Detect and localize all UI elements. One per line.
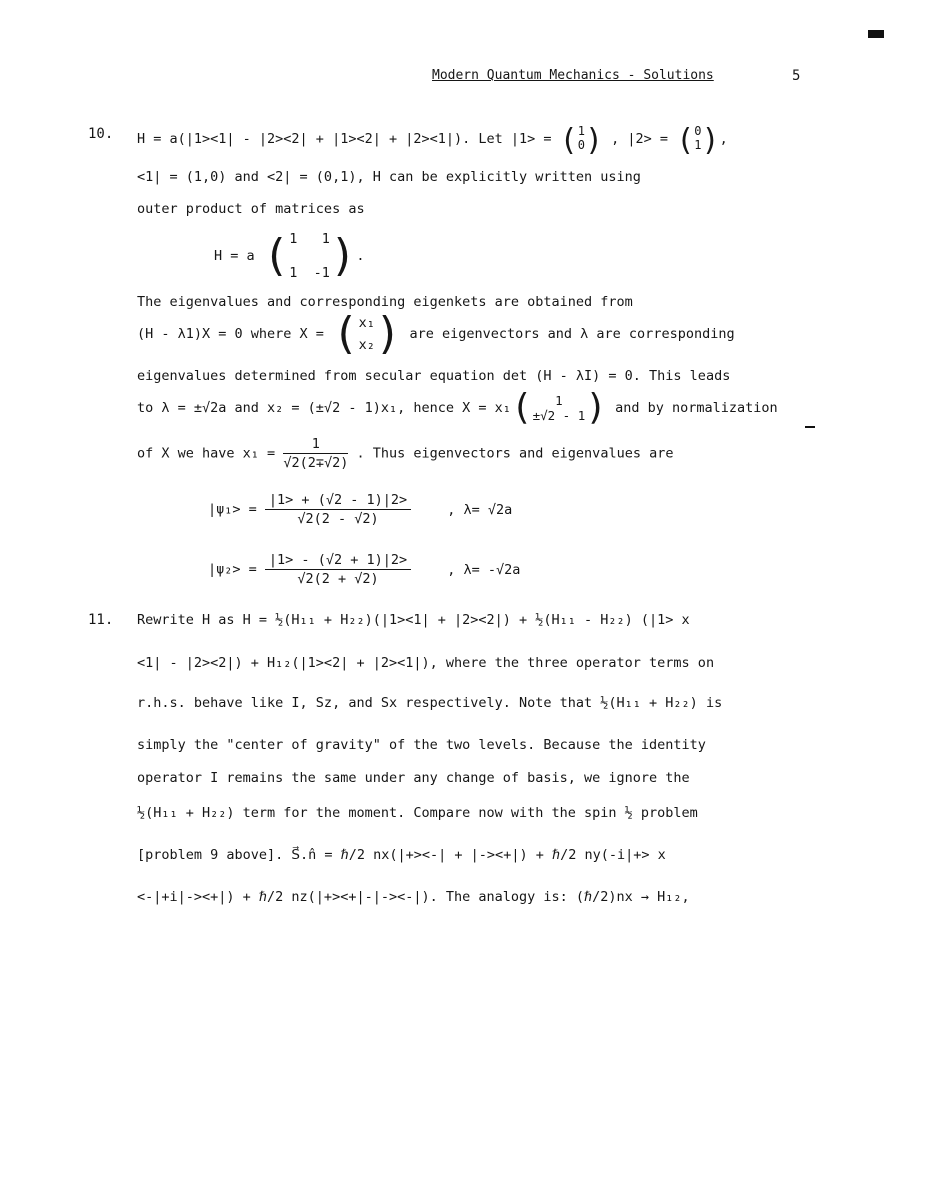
ket2-bottom: 1 — [694, 138, 702, 152]
psi2-numerator: |1> - (√2 + 1)|2> — [265, 552, 411, 570]
problem-10-line-3: outer product of matrices as — [137, 201, 365, 217]
psi2-denominator: √2(2 + √2) — [297, 571, 379, 587]
psi2-eigenvalue: , λ= -√2a — [447, 561, 521, 578]
problem-10-number: 10. — [88, 126, 114, 142]
running-title: Modern Quantum Mechanics - Solutions — [432, 68, 714, 83]
vector-x2: x₂ — [358, 337, 375, 353]
problem-10-line-4: The eigenvalues and corresponding eigenkets are obtained from — [137, 294, 633, 310]
psi1-eigenvalue: , λ= √2a — [447, 501, 513, 518]
problem-10-line-5: (H - λ1)X = 0 where X = ( x₁ x₂ ) are eigenvectors and λ are corresponding — [137, 308, 735, 359]
psi2-lhs: |ψ₂> = — [208, 561, 257, 578]
problem-11-line-5: operator I remains the same under any change of basis, we ignore the — [137, 770, 690, 786]
problem-10-line-7: to λ = ±√2a and x₂ = (±√2 - 1)x₁, hence X = x₁( 1 ±√2 - 1 ) and by normalization — [137, 387, 778, 428]
line7-vector-bottom: ±√2 - 1 — [532, 408, 586, 423]
problem-11-line-7: [problem 9 above]. S⃗.n̂ = ℏ/2 nx(|+><-| + |-><+|) + ℏ/2 ny(-i|+> x — [137, 847, 666, 863]
ket2-top: 0 — [694, 124, 702, 138]
page-number: 5 — [792, 68, 801, 84]
matrix-lhs: H = a — [214, 248, 255, 264]
problem-11-line-8: <-|+i|-><+|) + ℏ/2 nz(|+><+|-|-><-|). The analogy is: (ℏ/2)nx → H₁₂, — [137, 889, 690, 905]
hamiltonian-matrix: H = a ( 1 1 1 -1 ). — [214, 222, 365, 290]
problem-11-line-2: <1| - |2><2|) + H₁₂(|1><2| + |2><1|), where the three operator terms on — [137, 655, 715, 671]
p10-line7-text-a: to λ = ±√2a and x₂ = (±√2 - 1)x₁, hence X = x₁ — [137, 400, 511, 416]
line7-vector-top: 1 — [555, 393, 563, 408]
ket1-bottom: 0 — [577, 138, 585, 152]
p10-line5-text-a: (H - λ1)X = 0 where X = — [137, 326, 324, 342]
scan-mark-right — [805, 426, 815, 428]
p10-line5-text-b: are eigenvectors and λ are corresponding — [409, 326, 735, 342]
ket1-top: 1 — [577, 124, 585, 138]
matrix-row-2: 1 -1 — [289, 265, 330, 281]
vector-x1: x₁ — [358, 315, 375, 331]
matrix-row-1: 1 1 — [289, 231, 330, 247]
x1-fraction-numerator: 1 — [283, 436, 348, 454]
problem-11-line-4: simply the "center of gravity" of the two levels. Because the identity — [137, 737, 706, 753]
psi1-numerator: |1> + (√2 - 1)|2> — [265, 492, 411, 510]
problem-10-line-1: H = a(|1><1| - |2><2| + |1><2| + |2><1|). Let |1> = ( 1 0 ) , |2> = ( 0 1 ), — [137, 123, 728, 158]
matrix-end: . — [356, 248, 365, 264]
p10-line1-text-b: , |2> = — [611, 131, 669, 147]
problem-10-line-2: <1| = (1,0) and <2| = (0,1), H can be explicitly written using — [137, 169, 641, 185]
p10-line8-text-a: of X we have x₁ = — [137, 445, 276, 462]
x1-fraction-denominator: √2(2∓√2) — [283, 455, 349, 471]
p10-line1-text-c: , — [719, 131, 728, 147]
p10-line7-text-b: and by normalization — [615, 400, 778, 416]
problem-11-line-3: r.h.s. behave like I, Sz, and Sx respectively. Note that ½(H₁₁ + H₂₂) is — [137, 695, 723, 711]
psi1-lhs: |ψ₁> = — [208, 501, 257, 518]
problem-11-number: 11. — [88, 612, 114, 628]
problem-10-line-6: eigenvalues determined from secular equation det (H - λI) = 0. This leads — [137, 368, 731, 384]
problem-10-line-8 — [137, 436, 673, 471]
p10-line1-text-a: H = a(|1><1| - |2><2| + |1><2| + |2><1|). Let |1> = — [137, 131, 552, 147]
eigenvector-psi2 — [208, 552, 520, 587]
scan-mark-top-right — [868, 30, 884, 38]
p10-line8-text-b: . Thus eigenvectors and eigenvalues are — [356, 445, 674, 462]
psi1-denominator: √2(2 - √2) — [297, 511, 379, 527]
problem-11-line-1: Rewrite H as H = ½(H₁₁ + H₂₂)(|1><1| + |2><2|) + ½(H₁₁ - H₂₂) (|1> x — [137, 612, 690, 628]
problem-11-line-6: ½(H₁₁ + H₂₂) term for the moment. Compare now with the spin ½ problem — [137, 805, 698, 821]
eigenvector-psi1 — [208, 492, 512, 527]
